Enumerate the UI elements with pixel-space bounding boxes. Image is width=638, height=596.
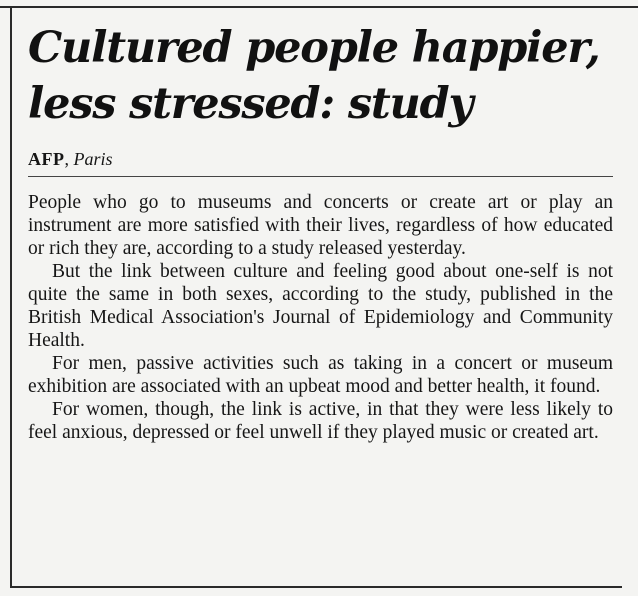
byline-separator: ,	[64, 149, 74, 169]
top-rule	[0, 6, 638, 8]
byline-agency: AFP	[28, 149, 65, 169]
byline-divider	[28, 176, 613, 177]
headline-line-1: Cultured people happier,	[28, 23, 600, 73]
paragraph-4: For women, though, the link is active, in that they were less likely to feel anxious, depressed or feel unwell if they played music or created art.	[28, 399, 613, 443]
article-body	[28, 191, 613, 444]
column-rule	[10, 8, 12, 588]
bottom-rule	[12, 586, 622, 588]
paragraph-3: For men, passive activities such as taking in a concert or museum exhibition are associated with an upbeat mood and better health, it found.	[28, 353, 613, 397]
headline	[28, 20, 620, 132]
paragraph-2: But the link between culture and feeling good about one-self is not quite the same in both sexes, according to the study, published in the British Medical Association's Journal of Epidemiology and Community Health.	[28, 261, 613, 351]
byline	[28, 148, 620, 170]
news-article	[28, 20, 620, 444]
byline-place: Paris	[73, 149, 113, 169]
paragraph-1: People who go to museums and concerts or create art or play an instrument are more satisfied with their lives, regardless of how educated or rich they are, according to a study released yesterday.	[28, 192, 613, 259]
headline-line-2: less stressed: study	[28, 79, 473, 129]
